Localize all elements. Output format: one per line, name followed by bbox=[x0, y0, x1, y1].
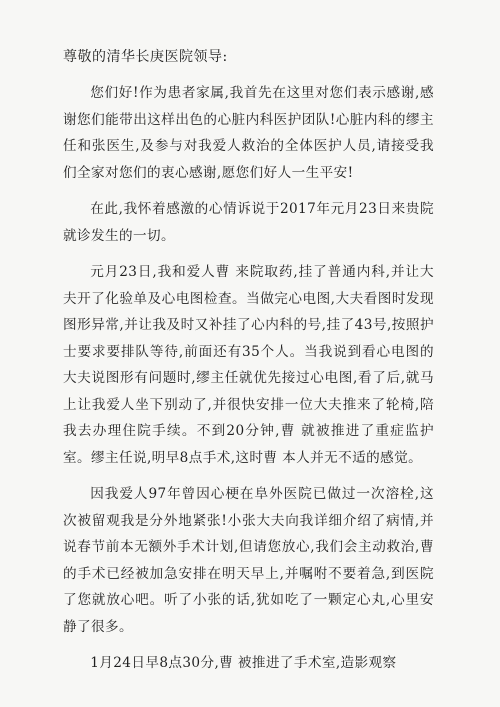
salutation: 尊敬的清华长庚医院领导: bbox=[63, 49, 228, 65]
paragraph-intro: 在此,我怀着感激的心情诉说于2017年元月23日来贵院就诊发生的一切。 bbox=[63, 201, 434, 244]
paragraph-jan24: 1月24日早8点30分,曹 被推进了手术室,造影观察 bbox=[90, 655, 397, 671]
paragraph-history: 因我爱人97年曾因心梗在阜外医院已做过一次溶栓,这次被留观我是分外地紧张!小张大夫向我详细介绍了病情,并说春节前本无额外手术计划,但请您放心,我们会主动救治,曹 的手术已经被加急安排在明天早上,并嘱咐不要着急,到医院了您就放心吧。听了小张的话,犹如吃了一颗定心丸,心里安静了很多。 bbox=[63, 486, 434, 635]
paragraph-jan23: 元月23日,我和爱人曹 来院取药,挂了普通内科,并让大夫开了化验单及心电图检查。当做完心电图,大夫看图时发现图形异常,并让我及时又补挂了心内科的号,挂了43号,按照护士要求要排队等待,前面还有35个人。当我说到看心电图的大夫说图形有问题时,缪主任就优先接过心电图,看了后,就马上让我爱人坐下别动了,并很快安排一位大夫推来了轮椅,陪我去办理住院手续。不到20分钟,曹 就被推进了重症监护室。缪主任说,明早8点手术,这时曹 本人并无不适的感觉。 bbox=[63, 264, 434, 466]
paragraph-thanks: 您们好!作为患者家属,我首先在这里对您们表示感谢,感谢您们能带出这样出色的心脏内科医护团队!心脏内科的缪主任和张医生,及参与对我爱人救治的全体医护人员,请接受我们全家对您们的衷心感谢,愿您们好人一生平安! bbox=[63, 85, 434, 181]
